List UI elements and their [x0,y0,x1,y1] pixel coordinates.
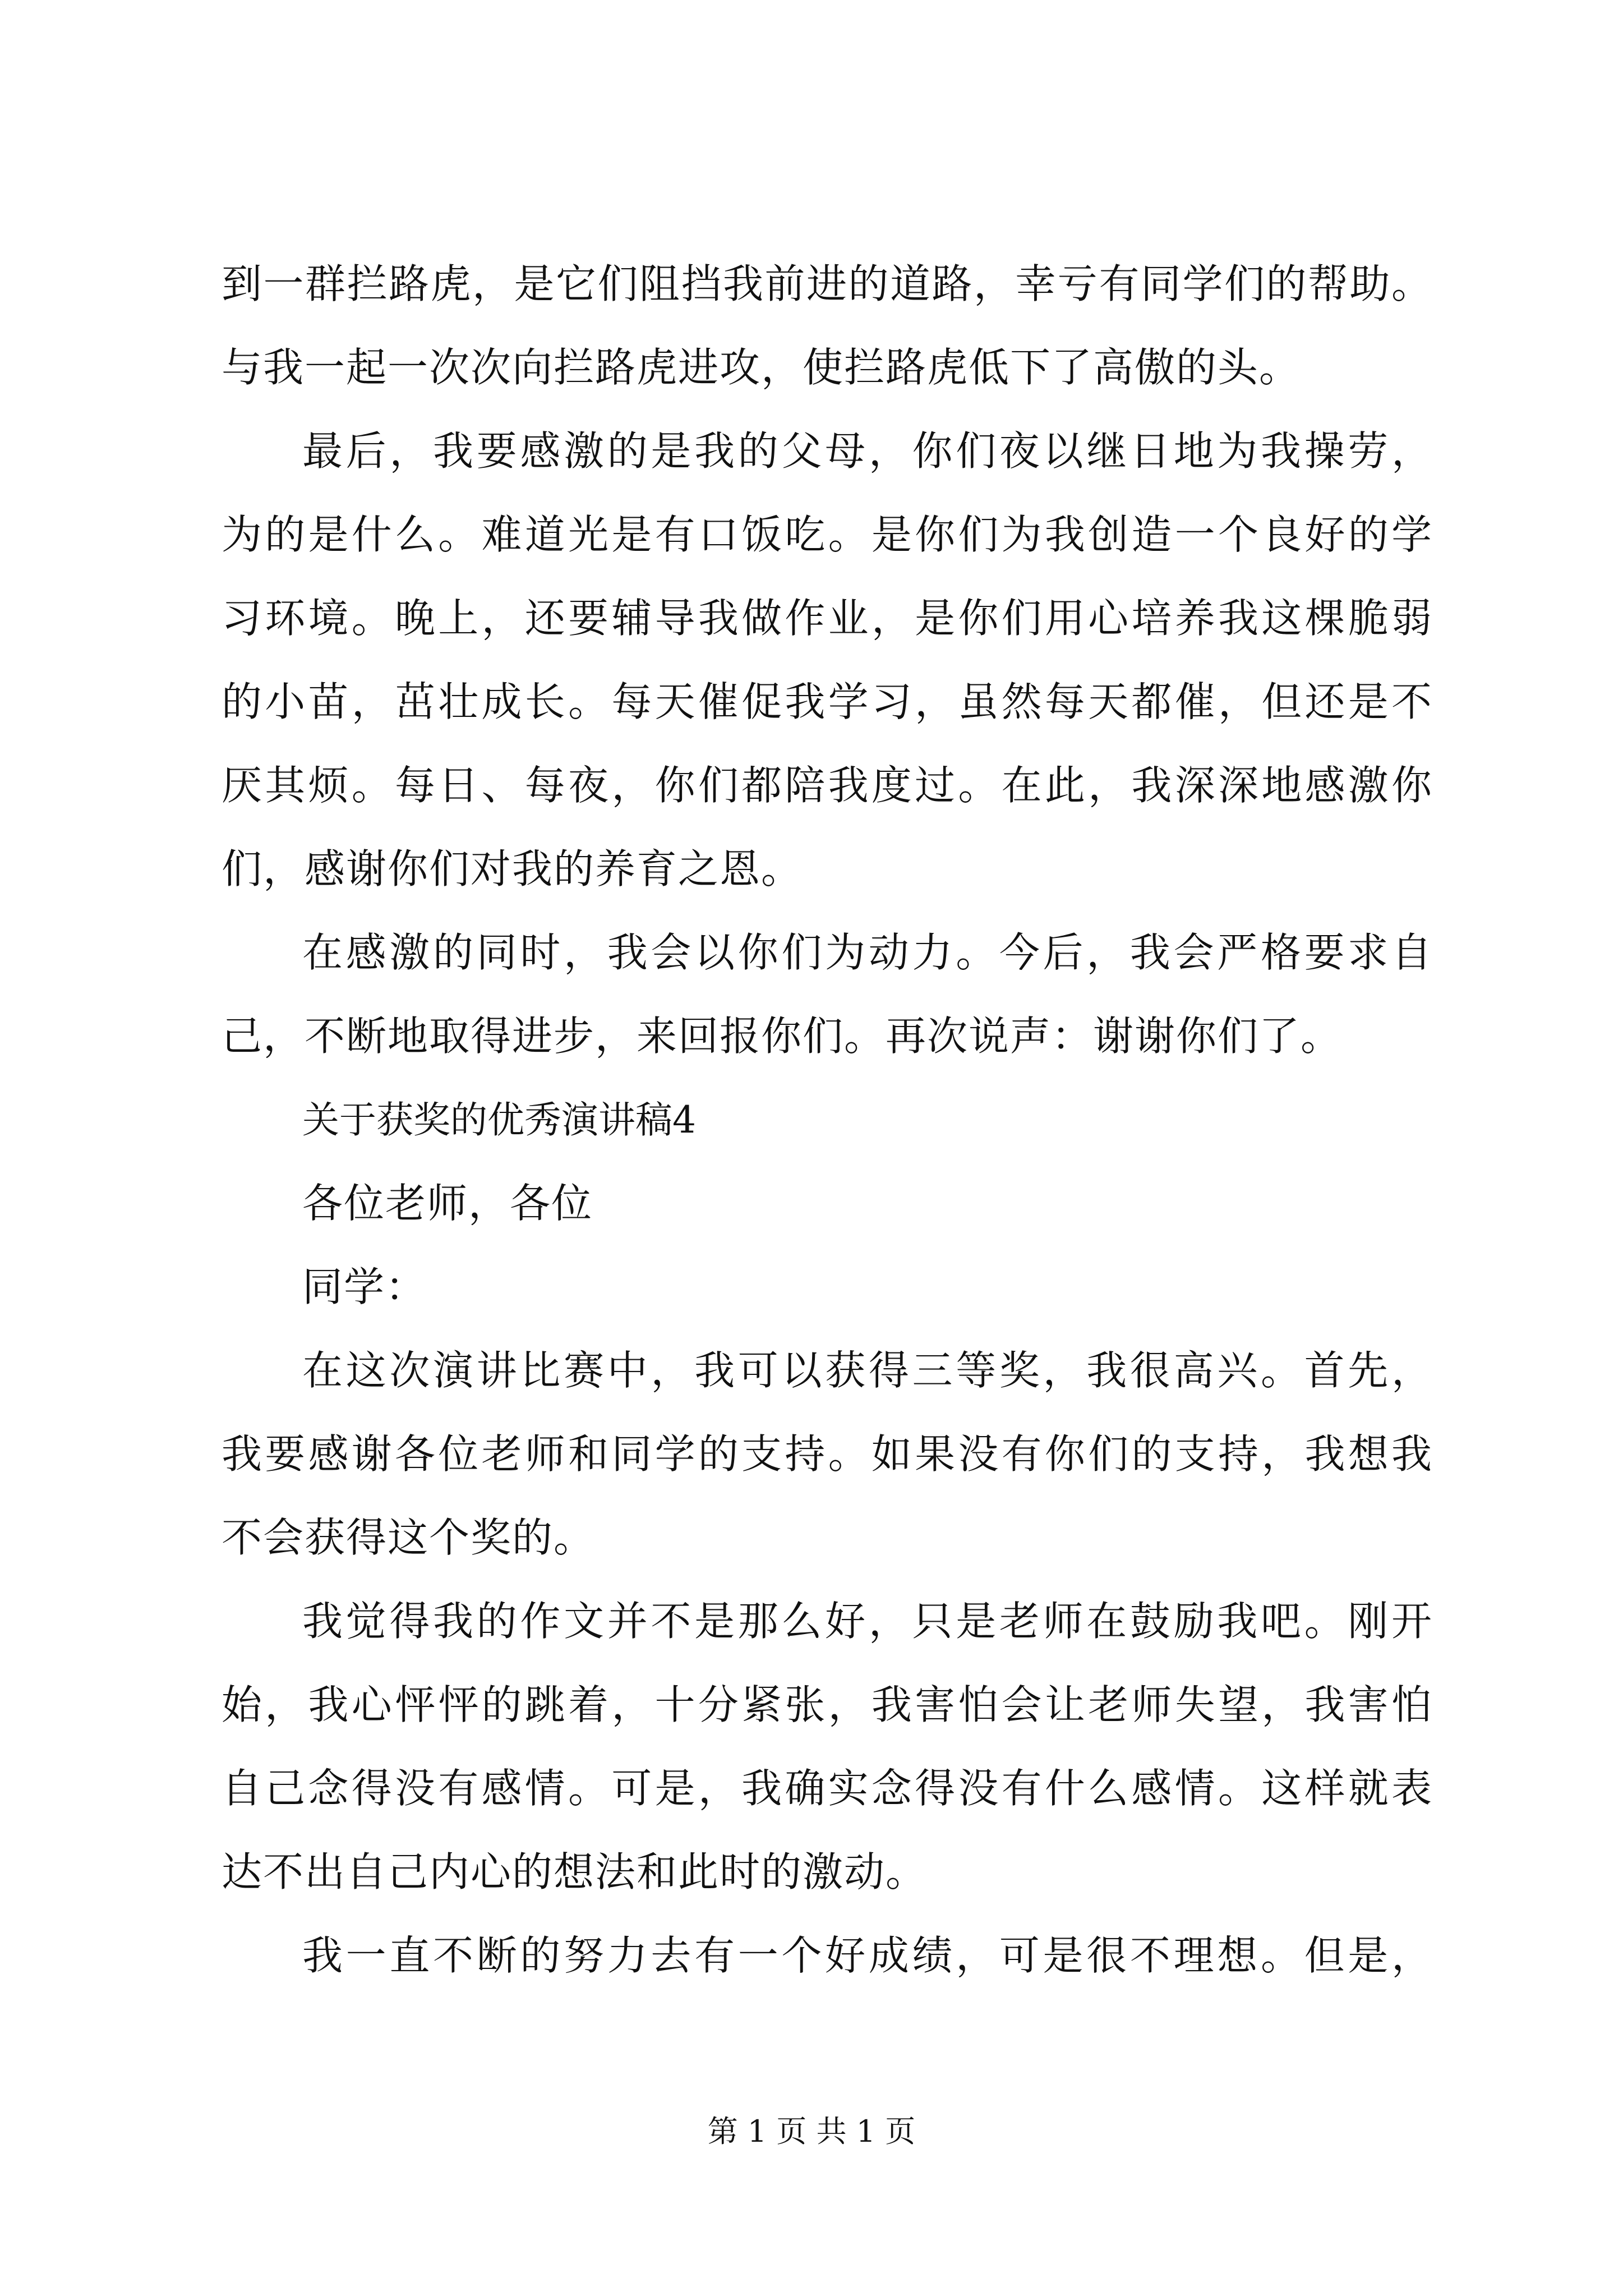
paragraph-first-line: 我一直不断的努力去有一个好成绩，可是很不理想。但是， [302,1932,1433,1979]
text-line: 己，不断地取得进步，来回报你们。再次说声：谢谢你们了。 [222,1013,1343,1060]
text-line: 达不出自己内心的想法和此时的激动。 [222,1848,928,1895]
document-body [222,242,1433,1998]
text-line: 为的是什么。难道光是有口饭吃。是你们为我创造一个良好的学 [222,511,1433,558]
text-line: 我要感谢各位老师和同学的支持。如果没有你们的支持，我想我 [222,1430,1433,1478]
paragraph-first-line: 最后，我要感激的是我的父母，你们夜以继日地为我操劳， [302,427,1433,475]
text-line: 到一群拦路虎，是它们阻挡我前进的道路，幸亏有同学们的帮助。 [222,260,1433,307]
paragraph-first-line: 我觉得我的作文并不是那么好，只是老师在鼓励我吧。刚开 [302,1598,1433,1645]
text-line: 厌其烦。每日、每夜，你们都陪我度过。在此，我深深地感激你 [222,762,1433,809]
section-title: 关于获奖的优秀演讲稿4 [302,1098,696,1142]
salutation-line: 各位老师，各位 [302,1180,593,1227]
text-line: 始，我心怦怦的跳着，十分紧张，我害怕会让老师失望，我害怕 [222,1681,1433,1728]
text-line: 习环境。晚上，还要辅导我做作业，是你们用心培养我这棵脆弱 [222,595,1433,642]
text-line: 自己念得没有感情。可是，我确实念得没有什么感情。这样就表 [222,1765,1433,1812]
paragraph-first-line: 在这次演讲比赛中，我可以获得三等奖，我很高兴。首先， [302,1347,1433,1394]
paragraph-first-line: 在感激的同时，我会以你们为动力。今后，我会严格要求自 [302,929,1433,976]
page-footer: 第 1 页 共 1 页 [707,2114,916,2149]
text-line: 与我一起一次次向拦路虎进攻，使拦路虎低下了高傲的头。 [222,344,1301,391]
text-line: 们，感谢你们对我的养育之恩。 [222,845,803,892]
text-line: 不会获得这个奖的。 [222,1514,596,1561]
text-line: 的小苗，茁壮成长。每天催促我学习，虽然每天都催，但还是不 [222,678,1433,725]
salutation-line: 同学： [302,1263,427,1310]
